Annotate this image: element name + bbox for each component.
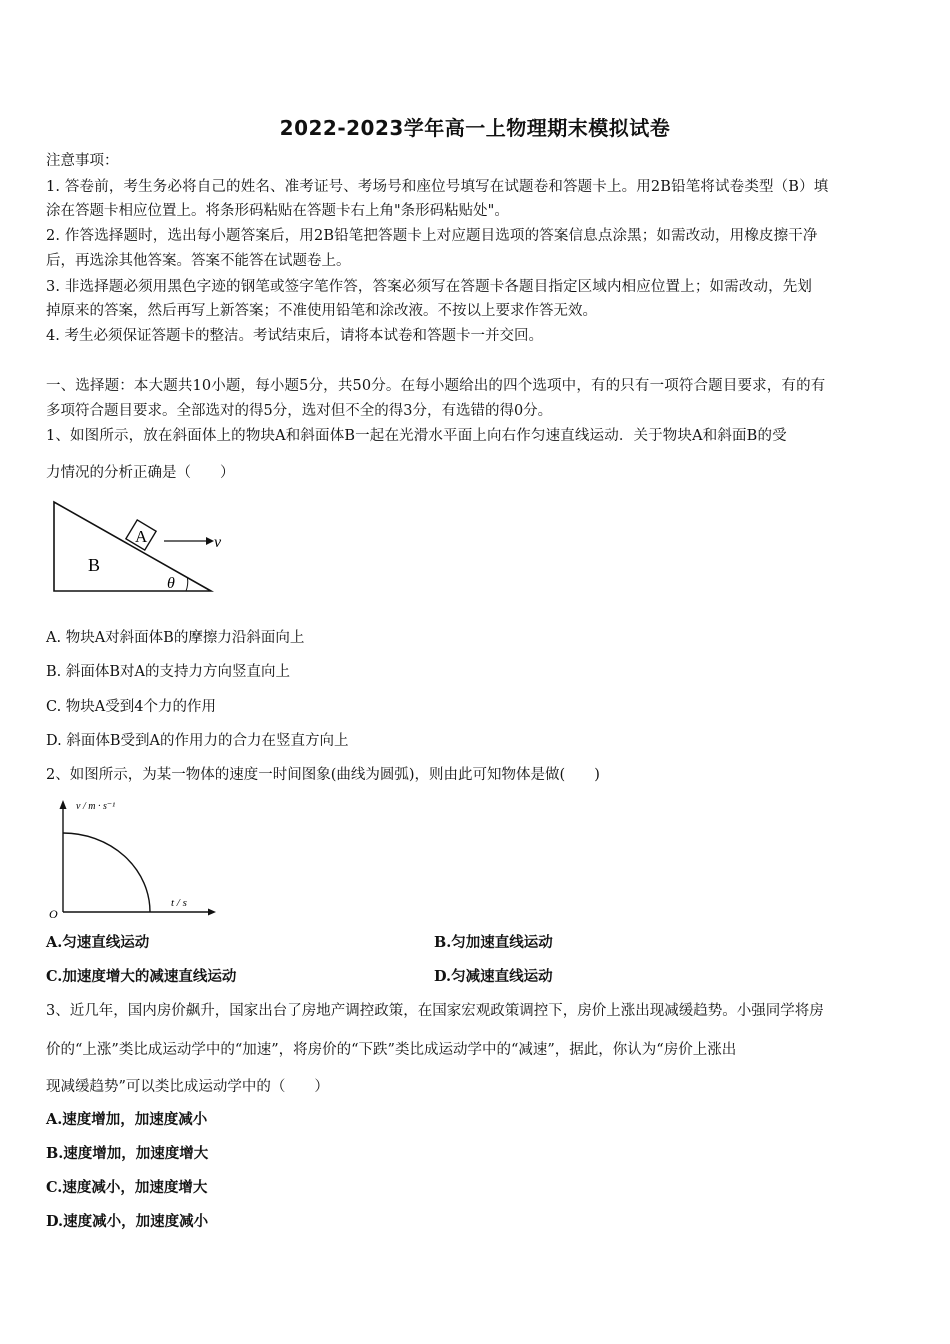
- q1-option-c: C. 物块A受到4个力的作用: [46, 699, 216, 715]
- notice-line-2: 涂在答题卡相应位置上。将条形码粘贴在答题卡右上角"条形码粘贴处"。: [46, 203, 509, 219]
- origin-label: O: [49, 907, 58, 920]
- q2-option-a: A.匀速直线运动: [46, 934, 150, 951]
- q2-option-d: D.匀减速直线运动: [434, 968, 553, 985]
- q2-vt-graph: [46, 796, 216, 920]
- q1-option-b: B. 斜面体B对A的支持力方向竖直向上: [46, 664, 290, 680]
- notice-line-5: 3. 非选择题必须用黑色字迹的钢笔或签字笔作答，答案必须写在答题卡各题目指定区域内相应位置上；如需改动，先划: [46, 279, 813, 295]
- q1-incline-figure: [46, 496, 226, 598]
- exam-title: 2022-2023学年高一上物理期末模拟试卷: [279, 116, 671, 140]
- velocity-arrowhead: [206, 537, 214, 545]
- section-instructions-line-1: 一、选择题：本大题共10小题，每小题5分，共50分。在每小题给出的四个选项中，有的只有一项符合题目要求，有的有: [46, 378, 826, 394]
- velocity-label: v: [214, 534, 222, 551]
- q2-option-c: C.加速度增大的减速直线运动: [46, 968, 237, 985]
- q2-stem: 2、如图所示，为某一物体的速度一时间图象(曲线为圆弧)，则由此可知物体是做( ): [46, 767, 600, 783]
- q2-option-b: B.匀加速直线运动: [434, 934, 553, 951]
- q1-stem-line-2: 力情况的分析正确是（ ）: [46, 465, 235, 481]
- incline-b-label: B: [88, 555, 101, 575]
- incline-triangle: [54, 502, 211, 591]
- q3-option-b: B.速度增加，加速度增大: [46, 1145, 209, 1162]
- q3-option-c: C.速度减小，加速度增大: [46, 1179, 208, 1196]
- x-axis-arrowhead: [208, 909, 216, 916]
- block-a-label: A: [135, 527, 148, 546]
- y-axis-arrowhead: [60, 800, 67, 809]
- notice-line-3: 2. 作答选择题时，选出每小题答案后，用2B铅笔把答题卡上对应题目选项的答案信息点涂黑；如需改动，用橡皮擦干净: [46, 228, 818, 244]
- q1-stem-line-1: 1、如图所示，放在斜面体上的物块A和斜面体B一起在光滑水平面上向右作匀速直线运动．关于物块A和斜面B的受: [46, 428, 787, 444]
- notice-line-1: 1. 答卷前，考生务必将自己的姓名、准考证号、考场号和座位号填写在试题卷和答题卡上。用2B铅笔将试卷类型（B）填: [46, 179, 829, 195]
- q3-option-a: A.速度增加，加速度减小: [46, 1111, 208, 1128]
- notice-heading: 注意事项：: [46, 153, 119, 169]
- q1-option-a: A. 物块A对斜面体B的摩擦力沿斜面向上: [46, 630, 305, 646]
- theta-label: θ: [167, 575, 175, 592]
- notice-line-6: 掉原来的答案，然后再写上新答案；不准使用铅笔和涂改液。不按以上要求作答无效。: [46, 303, 597, 319]
- q3-stem-line-1: 3、近几年，国内房价飙升，国家出台了房地产调控政策，在国家宏观政策调控下，房价上涨出现减缓趋势。小强同学将房: [46, 1003, 824, 1019]
- notice-line-7: 4. 考生必须保证答题卡的整洁。考试结束后，请将本试卷和答题卡一并交回。: [46, 328, 543, 344]
- q1-option-d: D. 斜面体B受到A的作用力的合力在竖直方向上: [46, 733, 349, 749]
- q3-stem-line-2: 价的“上涨”类比成运动学中的“加速”，将房价的“下跌”类比成运动学中的“减速”，据此，你认为“房价上涨出: [46, 1042, 737, 1058]
- theta-arc: [186, 578, 188, 591]
- velocity-curve: [63, 833, 150, 912]
- y-axis-label: v / m · s⁻¹: [76, 801, 116, 812]
- x-axis-label: t / s: [171, 897, 187, 909]
- q3-option-d: D.速度减小，加速度减小: [46, 1213, 209, 1230]
- notice-line-4: 后，再选涂其他答案。答案不能答在试题卷上。: [46, 253, 351, 269]
- section-instructions-line-2: 多项符合题目要求。全部选对的得5分，选对但不全的得3分，有选错的得0分。: [46, 403, 553, 419]
- q3-stem-line-3: 现减缓趋势”可以类比成运动学中的（ ）: [46, 1079, 329, 1095]
